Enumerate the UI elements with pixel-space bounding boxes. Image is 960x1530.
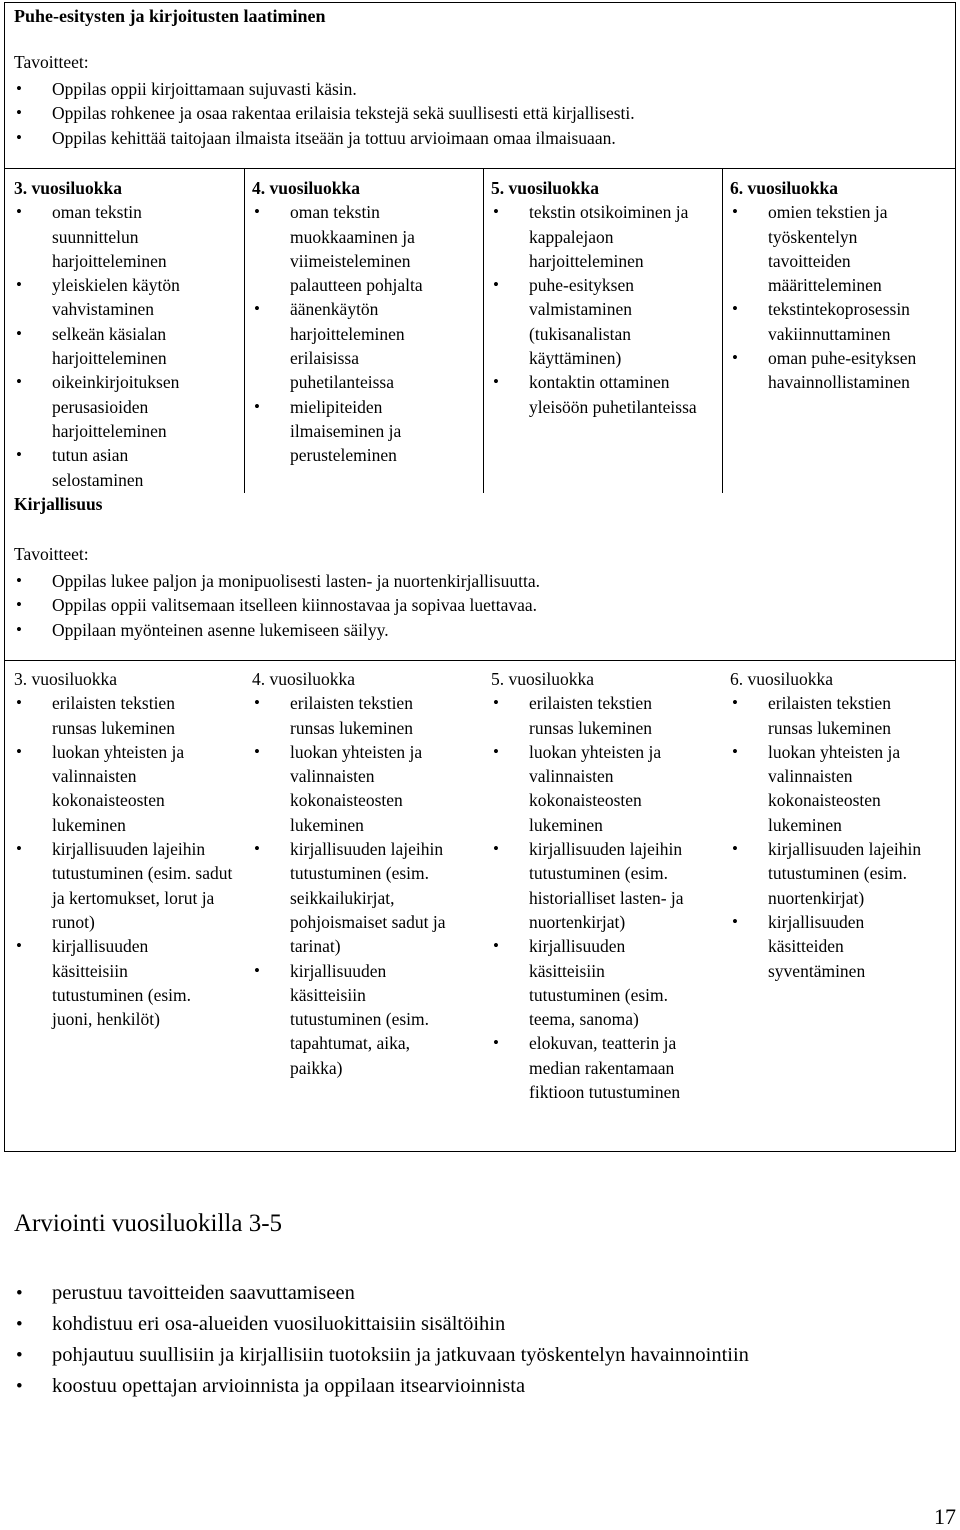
column-divider: [722, 168, 723, 493]
grade-heading: 6. vuosiluokka: [730, 669, 834, 689]
grade-column: [730, 176, 954, 395]
list-item: • erilaisten tekstien runsas lukeminen: [14, 691, 207, 740]
list-item: • oman tekstin muokkaaminen ja viimeisteleminen palautteen pohjalta: [252, 200, 450, 297]
grade-column: [730, 667, 954, 983]
list-item: • omien tekstien ja työskentelyn tavoitteiden määritteleminen: [730, 200, 918, 297]
divider: [4, 660, 956, 661]
list-item: • tutun asian selostaminen: [14, 443, 182, 492]
goal-item: • Oppilas oppii kirjoittamaan sujuvasti käsin.: [14, 77, 635, 102]
list-item: • oman tekstin suunnittelun harjoitteleminen: [14, 200, 202, 273]
list-item: • oman puhe-esityksen havainnollistaminen: [730, 346, 948, 395]
section-title: Puhe-esitysten ja kirjoitusten laatiminen: [14, 6, 326, 26]
list-item: • luokan yhteisten ja valinnaisten kokonaisteosten lukeminen: [730, 740, 933, 837]
grade-heading: 5. vuosiluokka: [491, 669, 595, 689]
grade-column: [14, 667, 240, 1031]
page-number: 17: [934, 1504, 956, 1529]
assessment-list: [14, 1278, 749, 1402]
goal-item: • Oppilas lukee paljon ja monipuolisesti lasten- ja nuortenkirjallisuutta.: [14, 569, 540, 594]
grade-column: [491, 667, 717, 1104]
assessment-item: • kohdistuu eri osa-alueiden vuosiluokittaisiin sisältöihin: [14, 1309, 749, 1340]
column-divider: [483, 168, 484, 493]
list-item: • oikeinkirjoituksen perusasioiden harjoitteleminen: [14, 370, 222, 443]
assessment-item: • pohjautuu suullisiin ja kirjallisiin tuotoksiin ja jatkuvaan työskentelyn havainnointiin: [14, 1340, 749, 1371]
grade-column: [252, 176, 478, 468]
list-item: • luokan yhteisten ja valinnaisten kokonaisteosten lukeminen: [14, 740, 217, 837]
grade-heading: 3. vuosiluokka: [14, 669, 118, 689]
list-item: • tekstintekoprosessin vakiinnuttaminen: [730, 297, 948, 346]
grade-heading: 3. vuosiluokka: [14, 178, 122, 198]
goals-label: Tavoitteet:: [14, 52, 89, 72]
grade-heading: 4. vuosiluokka: [252, 178, 360, 198]
grade-heading: 6. vuosiluokka: [730, 178, 838, 198]
goals-block: [14, 542, 540, 642]
list-item: • kirjallisuuden käsitteisiin tutustuminen (esim. teema, sanoma): [491, 934, 699, 1031]
grade-column: [491, 176, 717, 419]
list-item: • äänenkäytön harjoitteleminen erilaisissa puhetilanteissa: [252, 297, 440, 394]
list-item: • kirjallisuuden lajeihin tutustuminen (esim. seikkailukirjat, pohjoismaiset sadut ja tarinat): [252, 837, 475, 958]
assessment-title: Arviointi vuosiluokilla 3-5: [14, 1210, 283, 1237]
grade-column: [252, 667, 478, 1080]
list-item: • mielipiteiden ilmaiseminen ja perusteleminen: [252, 395, 440, 468]
list-item: • erilaisten tekstien runsas lukeminen: [730, 691, 923, 740]
list-item: • kirjallisuuden lajeihin tutustuminen (esim. historialliset lasten- ja nuortenkirjat): [491, 837, 714, 934]
goal-item: • Oppilas oppii valitsemaan itselleen kiinnostavaa ja sopivaa luettavaa.: [14, 593, 540, 618]
list-item: • yleiskielen käytön vahvistaminen: [14, 273, 222, 322]
assessment-item: • koostuu opettajan arvioinnista ja oppilaan itsearvioinnista: [14, 1371, 749, 1402]
subsection-title: Kirjallisuus: [14, 493, 103, 514]
list-item: • erilaisten tekstien runsas lukeminen: [252, 691, 445, 740]
list-item: • kontaktin ottaminen yleisöön puhetilanteissa: [491, 370, 699, 419]
list-item: • kirjallisuuden käsitteisiin tutustuminen (esim. tapahtumat, aika, paikka): [252, 959, 460, 1080]
list-item: • kirjallisuuden lajeihin tutustuminen (esim. sadut ja kertomukset, lorut ja runot): [14, 837, 237, 934]
grade-heading: 4. vuosiluokka: [252, 669, 356, 689]
goal-item: • Oppilas kehittää taitojaan ilmaista itseään ja tottuu arvioimaan omaa ilmaisuaan.: [14, 126, 635, 151]
goal-item: • Oppilas rohkenee ja osaa rakentaa erilaisia tekstejä sekä suullisesti että kirjallisesti.: [14, 101, 635, 126]
list-item: • kirjallisuuden käsitteiden syventäminen: [730, 910, 918, 983]
list-item: • selkeän käsialan harjoitteleminen: [14, 322, 222, 371]
list-item: • tekstin otsikoiminen ja kappalejaon harjoitteleminen: [491, 200, 699, 273]
goals-block: [14, 50, 635, 150]
divider: [4, 168, 956, 169]
list-item: • kirjallisuuden lajeihin tutustuminen (esim. nuortenkirjat): [730, 837, 953, 910]
goal-item: • Oppilaan myönteinen asenne lukemiseen säilyy.: [14, 618, 540, 643]
list-item: • elokuvan, teatterin ja median rakentamaan fiktioon tutustuminen: [491, 1031, 714, 1104]
goals-label: Tavoitteet:: [14, 544, 89, 564]
grade-heading: 5. vuosiluokka: [491, 178, 599, 198]
list-item: • luokan yhteisten ja valinnaisten kokonaisteosten lukeminen: [491, 740, 694, 837]
assessment-item: • perustuu tavoitteiden saavuttamiseen: [14, 1278, 749, 1309]
list-item: • kirjallisuuden käsitteisiin tutustuminen (esim. juoni, henkilöt): [14, 934, 222, 1031]
list-item: • puhe-esityksen valmistaminen (tukisanalistan käyttäminen): [491, 273, 669, 370]
list-item: • erilaisten tekstien runsas lukeminen: [491, 691, 684, 740]
list-item: • luokan yhteisten ja valinnaisten kokonaisteosten lukeminen: [252, 740, 455, 837]
grade-column: [14, 176, 240, 516]
column-divider: [244, 168, 245, 493]
